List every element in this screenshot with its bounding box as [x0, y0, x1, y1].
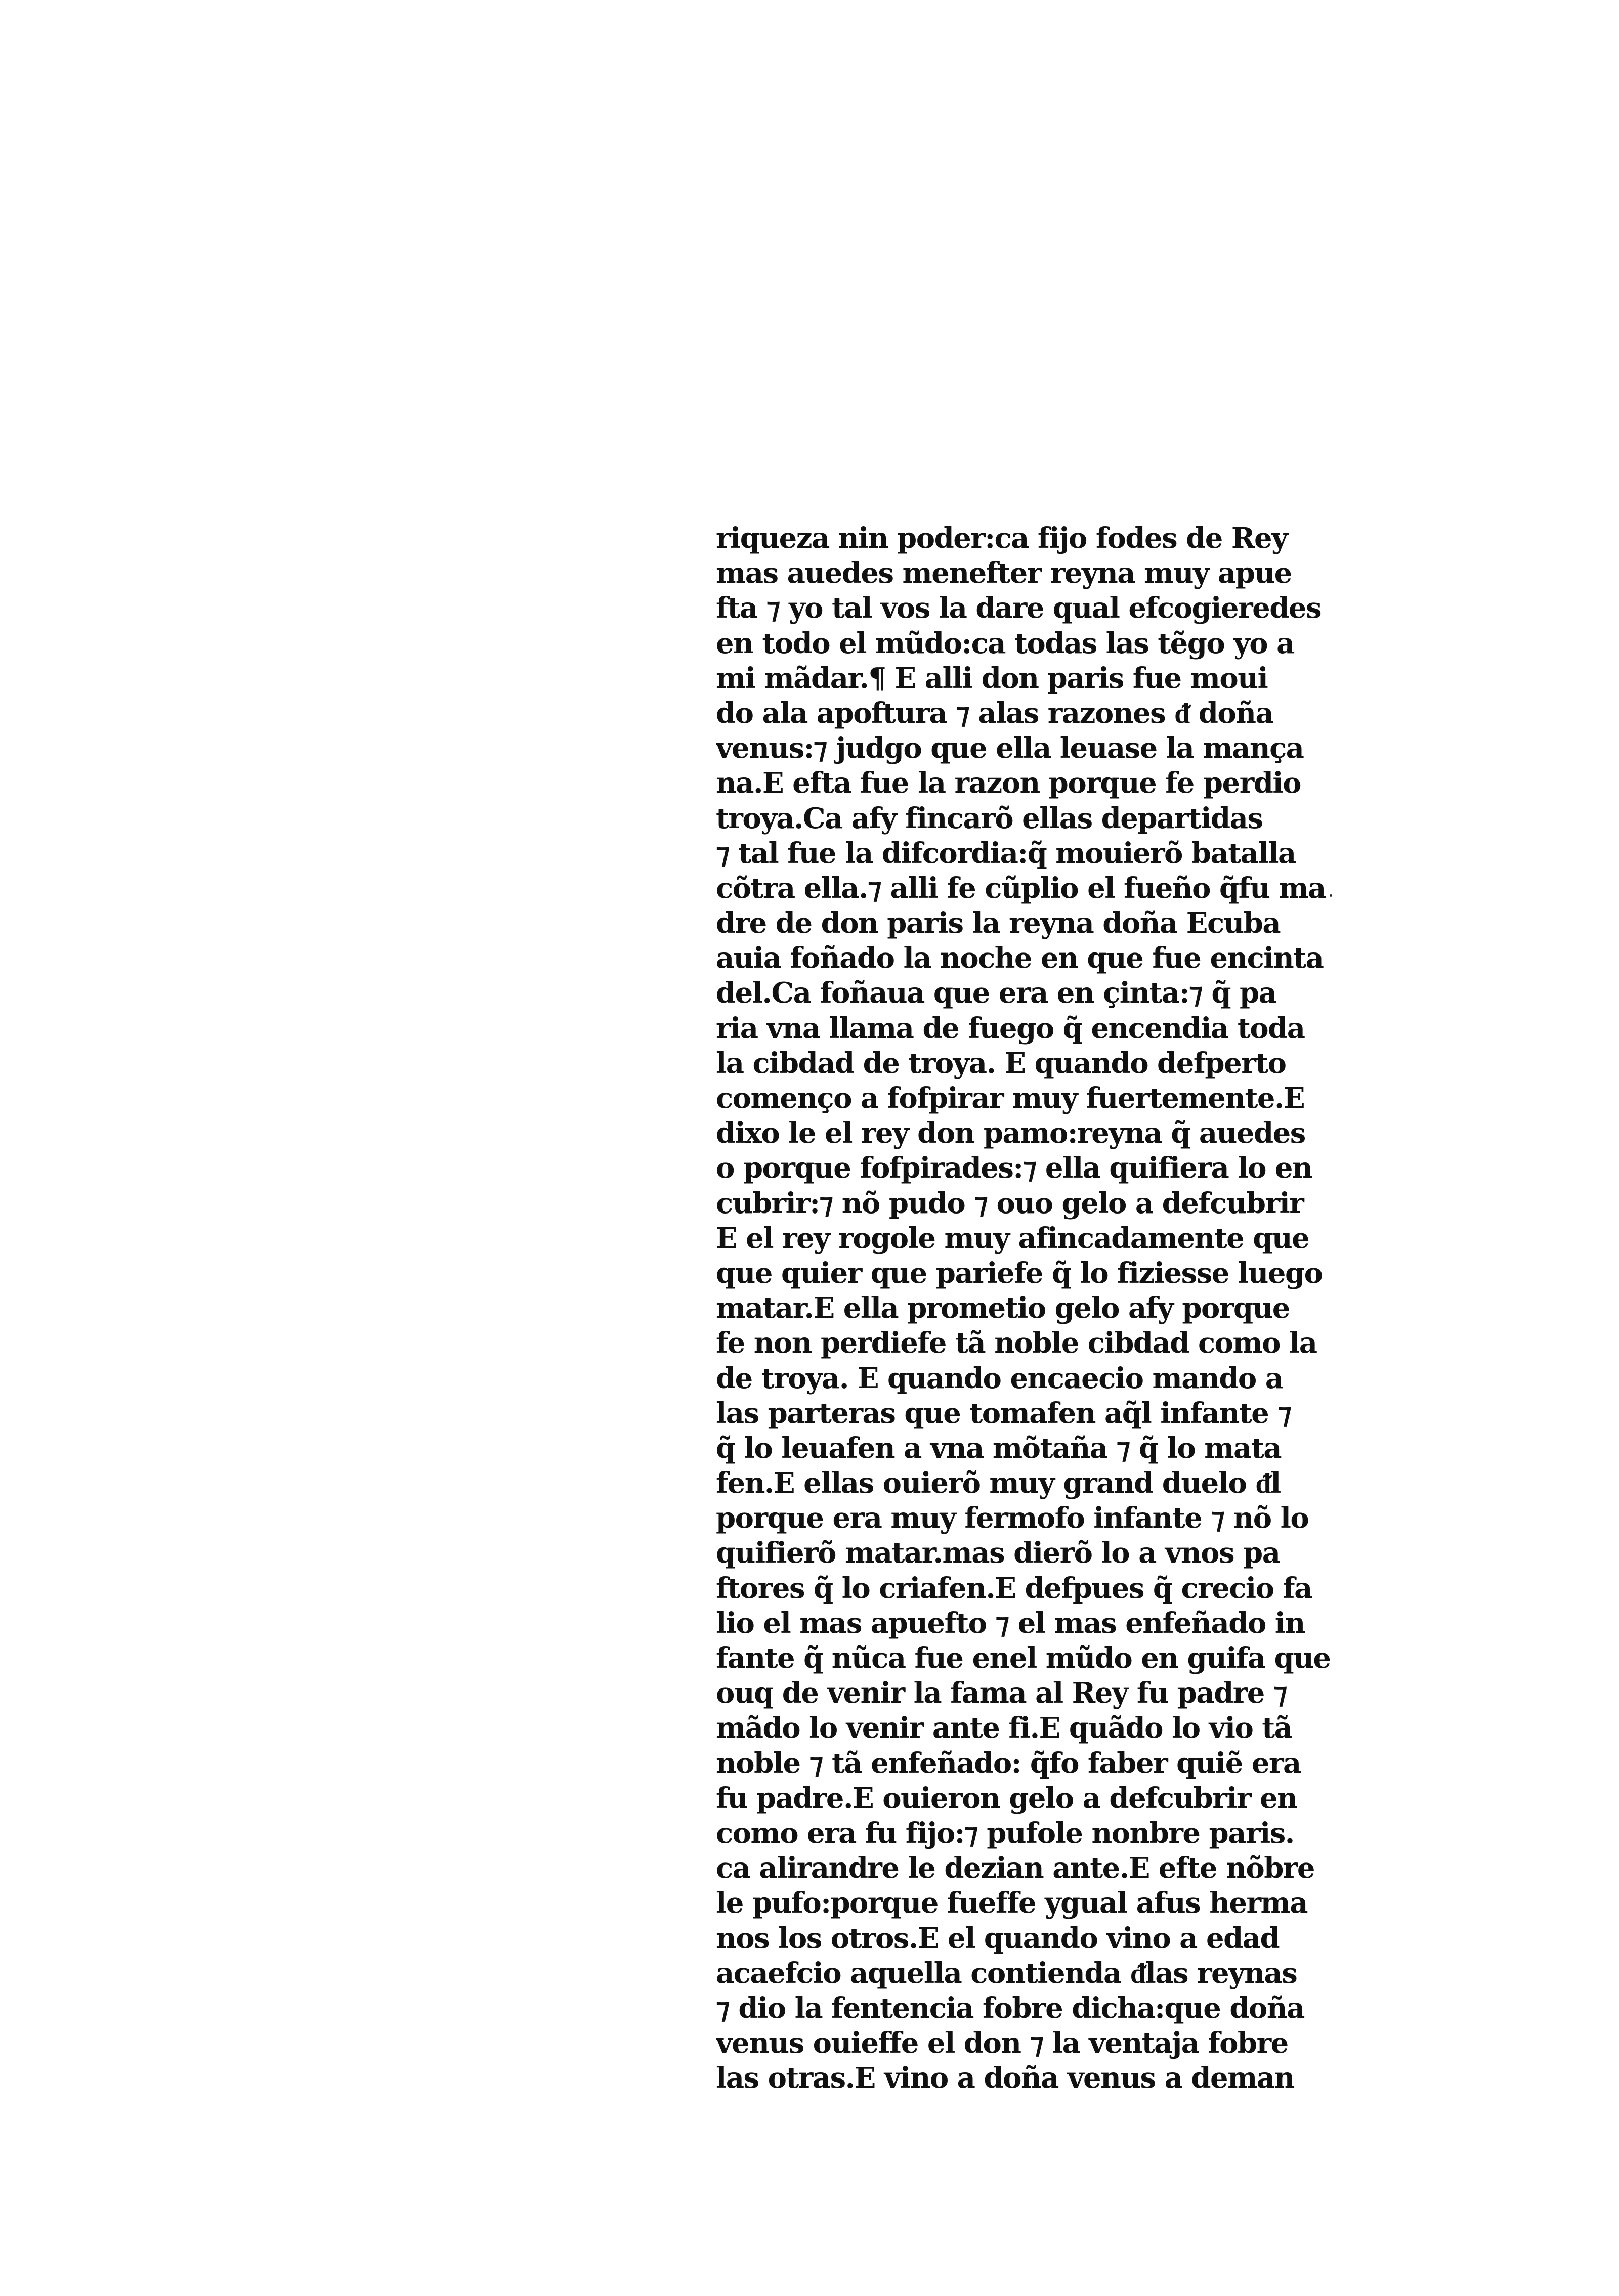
text-line: del.Ca foñaua que era en çinta:⁊ q̃ pa — [716, 976, 1276, 1010]
text-line: q̃ lo leuafen a vna mõtaña ⁊ q̃ lo mata — [716, 1431, 1281, 1465]
text-line: en todo el mũdo:ca todas las tẽgo yo a — [716, 626, 1294, 660]
text-line: fe non perdiefe tã noble cibdad como la — [716, 1326, 1317, 1360]
text-line: noble ⁊ tã enfeñado: q̃fo faber quiẽ era — [716, 1746, 1301, 1780]
text-line: començo a fofpirar muy fuertemente.E — [716, 1081, 1305, 1115]
text-line: na.E efta fue la razon porque fe perdio — [716, 766, 1301, 800]
text-line: do ala apoftura ⁊ alas razones ᵭ doña — [716, 696, 1273, 730]
text-line: de troya. E quando encaecio mando a — [716, 1361, 1283, 1395]
text-line: o porque fofpirades:⁊ ella quifiera lo en — [716, 1151, 1312, 1185]
text-line: troya.Ca afy fincarõ ellas departidas — [716, 801, 1263, 835]
text-line: ca alirandre le dezian ante.E efte nõbre — [716, 1851, 1314, 1885]
text-line: que quier que pariefe q̃ lo fiziesse luego — [716, 1256, 1323, 1290]
ink-speck — [1330, 894, 1332, 897]
text-line: las otras.E vino a doña venus a deman — [716, 2061, 1294, 2095]
text-line: nos los otros.E el quando vino a edad — [716, 1921, 1280, 1955]
text-line: ftores q̃ lo criafen.E defpues q̃ crecio fa — [716, 1571, 1312, 1605]
text-line: ⁊ dio la fentencia fobre dicha:que doña — [716, 1991, 1304, 2025]
text-line: lio el mas apuefto ⁊ el mas enfeñado in — [716, 1606, 1305, 1640]
text-line: ⁊ tal fue la difcordia:q̃ mouierõ batalla — [716, 836, 1296, 870]
text-line: E el rey rogole muy afincadamente que — [716, 1221, 1309, 1255]
text-line: cõtra ella.⁊ alli fe cũplio el fueño q̃fu ma — [716, 871, 1326, 905]
text-line: mas auedes menefter reyna muy apue — [716, 556, 1292, 590]
text-line: venus ouieffe el don ⁊ la ventaja fobre — [716, 2026, 1288, 2060]
text-line: acaefcio aquella contienda ᵭlas reynas — [716, 1956, 1297, 1990]
text-line: ria vna llama de fuego q̃ encendia toda — [716, 1011, 1305, 1045]
text-line: como era fu fijo:⁊ pufole nonbre paris. — [716, 1816, 1294, 1850]
text-line: fante q̃ nũca fue enel mũdo en guifa que — [716, 1641, 1331, 1675]
text-line: porque era muy fermofo infante ⁊ nõ lo — [716, 1501, 1309, 1535]
text-line: auia foñado la noche en que fue encinta — [716, 941, 1324, 975]
text-line: riqueza nin poder:ca fijo fodes de Rey — [716, 522, 1288, 555]
text-line: cubrir:⁊ nõ pudo ⁊ ouo gelo a defcubrir — [716, 1186, 1304, 1220]
text-line: mi mãdar.¶ E alli don paris fue moui — [716, 661, 1268, 695]
text-line: dixo le el rey don pamo:reyna q̃ auedes — [716, 1116, 1305, 1150]
text-line: dre de don paris la reyna doña Ecuba — [716, 906, 1281, 940]
text-line: le pufo:porque fueffe ygual afus herma — [716, 1886, 1308, 1920]
text-line: quifierõ matar.mas dierõ lo a vnos pa — [716, 1536, 1280, 1570]
text-line: ouq de venir la fama al Rey fu padre ⁊ — [716, 1676, 1287, 1710]
text-line: venus:⁊ judgo que ella leuase la mança — [716, 731, 1304, 765]
text-line: mãdo lo venir ante fi.E quãdo lo vio tã — [716, 1711, 1292, 1745]
text-line: la cibdad de troya. E quando defperto — [716, 1046, 1286, 1080]
text-line: fta ⁊ yo tal vos la dare qual efcogieredes — [716, 591, 1322, 625]
text-line: fen.E ellas ouierõ muy grand duelo ᵭl — [716, 1466, 1281, 1500]
text-line: las parteras que tomafen aq̃l infante ⁊ — [716, 1396, 1291, 1430]
text-line: matar.E ella prometio gelo afy porque — [716, 1291, 1290, 1325]
text-line: fu padre.E ouieron gelo a defcubrir en — [716, 1781, 1297, 1815]
text-column — [716, 521, 1338, 2096]
